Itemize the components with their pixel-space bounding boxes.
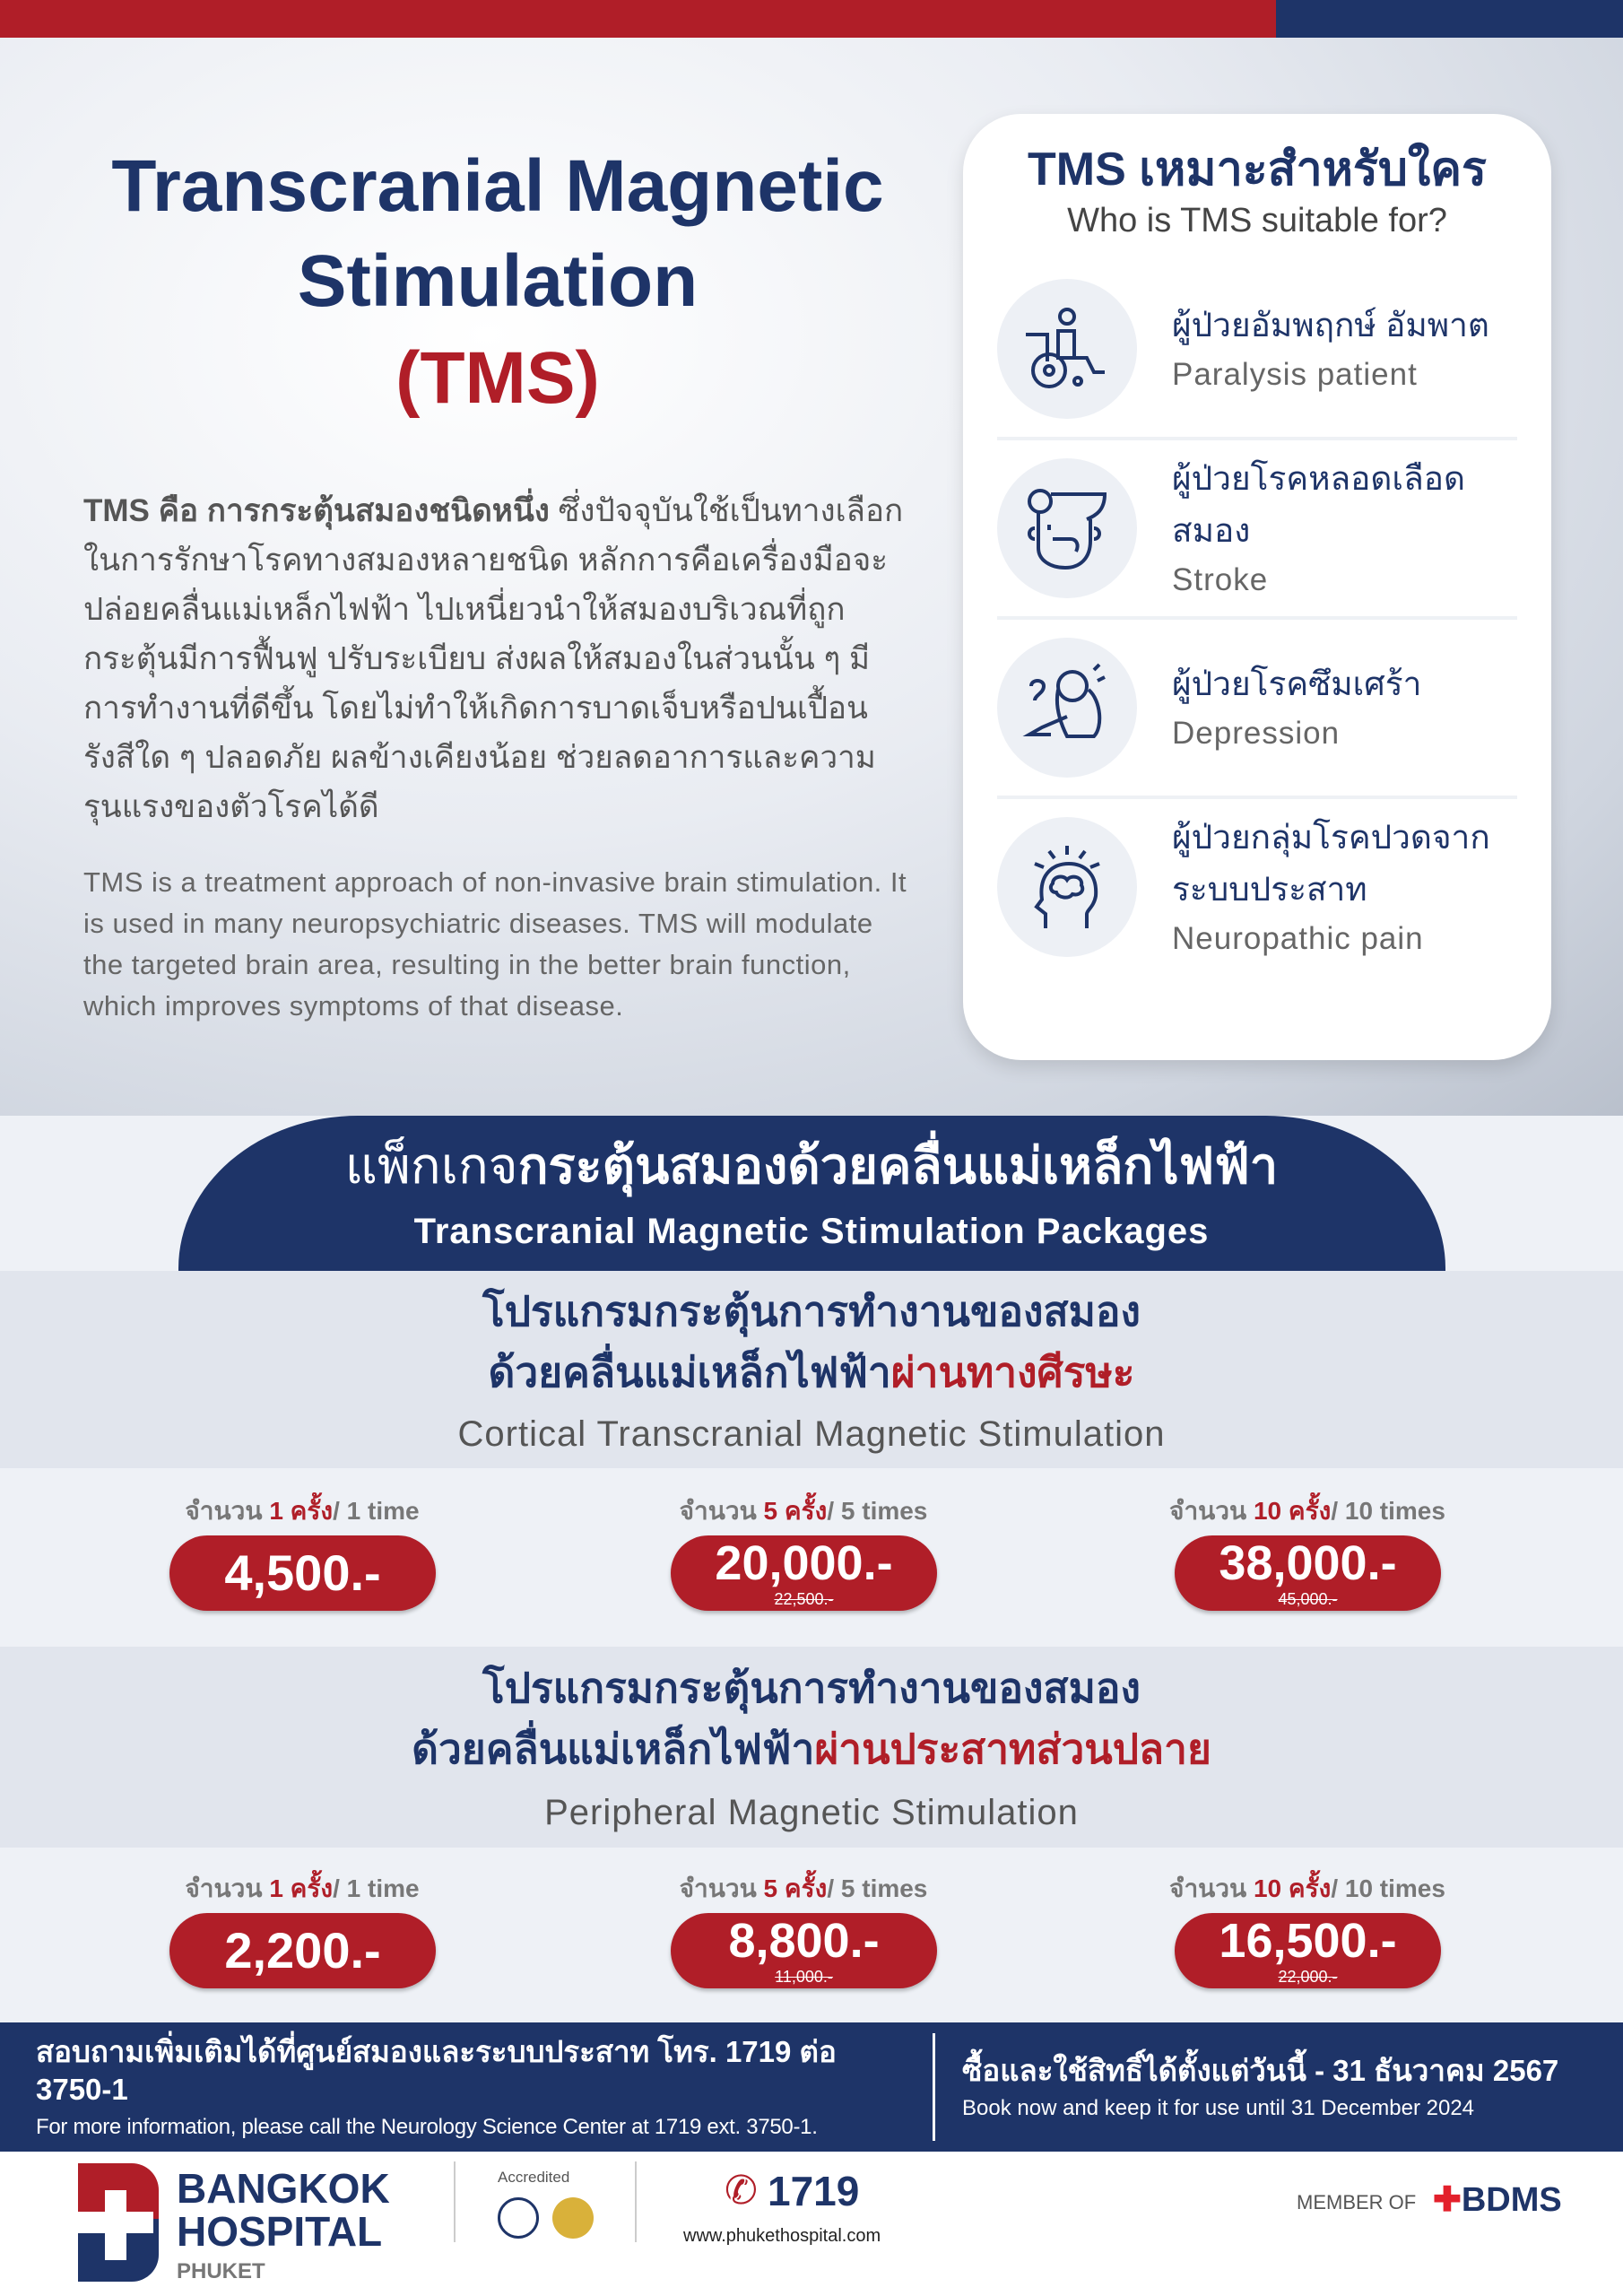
- price-label: [1119, 1874, 1496, 1904]
- divider: [454, 2161, 456, 2242]
- item-thai: ผู้ป่วยอัมพฤกษ์ อัมพาต: [1172, 307, 1489, 344]
- accreditation-seal-icon: [498, 2197, 539, 2239]
- label-pre: จำนวน: [185, 1497, 270, 1525]
- description-thai: [83, 486, 908, 831]
- title-line1: Transcranial Magnetic: [111, 145, 884, 227]
- price-pill: [671, 1535, 937, 1611]
- phone-icon: ✆: [725, 2169, 758, 2213]
- description-thai-rest: ซึ่งปัจจุบันใช้เป็นทางเลือกในการรักษาโรคทางสมองหลายชนิด หลักการคือเครื่องมือจะปล่อยคลื่นแม่เหล็กไฟฟ้า ไปเหนี่ยวนำให้สมองบริเวณที่ถูกกระตุ้นมีการฟื้นฟู ปรับระเบียบ ส่งผลให้สมองในส่วนนั้น ๆ มีการทำงานที่ดีขึ้น โดยไม่ทำให้เกิดการบาดเจ็บหรือปนเปื้อนรังสีใด ๆ ปลอดภัย ผลข้างเคียงน้อย ช่วยลดอาการและความรุนแรงของตัวโรคได้ดี: [83, 493, 904, 824]
- card-title-thai: TMS เหมาะสำหรับใคร: [1028, 144, 1487, 196]
- section-title-part: ด้วยคลื่นแม่เหล็กไฟฟ้า: [412, 1726, 815, 1772]
- info-footer: [0, 2022, 1623, 2152]
- label-post: / 5 times: [827, 1874, 928, 1902]
- item-text: [1172, 812, 1517, 962]
- item-text: [1172, 658, 1517, 757]
- jci-seal-icon: [552, 2197, 594, 2239]
- validity-thai: ซื้อและใช้สิทธิ์ได้ตั้งแต่วันนี้ - 31 ธันวาคม 2567: [962, 2054, 1559, 2087]
- item-english: Depression: [1172, 716, 1341, 751]
- section-title-line2: [0, 1722, 1623, 1776]
- card-title-english: Who is TMS suitable for?: [1067, 202, 1447, 239]
- label-pre: จำนวน: [1169, 1497, 1254, 1525]
- info-thai: สอบถามเพิ่มเติมได้ที่ศูนย์สมองและระบบประสาท โทร. 1719 ต่อ 3750-1: [36, 2035, 837, 2106]
- price: 16,500.-: [1219, 1914, 1397, 1968]
- label-pre: จำนวน: [679, 1874, 764, 1902]
- top-bar-blue: [1276, 0, 1623, 38]
- logo-line1: BANGKOK: [177, 2165, 390, 2212]
- logo-location: PHUKET: [177, 2259, 265, 2283]
- accredited-label: Accredited: [498, 2169, 570, 2186]
- label-pre: จำนวน: [1169, 1874, 1254, 1902]
- price-label: [114, 1496, 490, 1526]
- label-post: / 10 times: [1331, 1874, 1445, 1902]
- item-english: Neuropathic pain: [1172, 921, 1424, 956]
- price-pill: [1175, 1913, 1441, 1988]
- member-of-label: MEMBER OF: [1297, 2191, 1417, 2213]
- suitable-for-card: [963, 114, 1551, 1060]
- price-label: [615, 1496, 992, 1526]
- original-price: 22,000.-: [1278, 1968, 1338, 1986]
- description-thai-bold: TMS คือ การกระตุ้นสมองชนิดหนึ่ง: [83, 493, 550, 528]
- price-pill: [169, 1913, 436, 1988]
- original-price: 11,000.-: [775, 1968, 833, 1986]
- packages-title-thai: [0, 1135, 1623, 1196]
- description-english: TMS is a treatment approach of non-invasive brain stimulation. It is used in many neuropsychiatric diseases. TMS will modulate the targeted brain area, resulting in the better brain function, which improves symptoms of that disease.: [83, 866, 907, 1022]
- bdms-text: BDMS: [1461, 2181, 1562, 2219]
- label-pre: จำนวน: [679, 1497, 764, 1525]
- item-thai: ผู้ป่วยกลุ่มโรคปวดจากระบบประสาท: [1172, 819, 1490, 908]
- list-item: [997, 440, 1517, 616]
- price: 2,200.-: [224, 1922, 381, 1979]
- brain-head-icon: [997, 817, 1137, 957]
- section-title-highlight: ผ่านประสาทส่วนปลาย: [814, 1726, 1211, 1772]
- depression-icon: [997, 638, 1137, 778]
- bdms-logo: ✚BDMS: [1433, 2181, 1562, 2219]
- section-title-part: ด้วยคลื่นแม่เหล็กไฟฟ้า: [488, 1349, 891, 1396]
- section-title-line1: โปรแกรมกระตุ้นการทำงานของสมอง: [482, 1288, 1141, 1335]
- price-label: [1119, 1496, 1496, 1526]
- price-pill: [169, 1535, 436, 1611]
- label-count: 5 ครั้ง: [763, 1497, 828, 1525]
- info-english: For more information, please call the Neurology Science Center at 1719 ext. 3750-1.: [36, 2115, 818, 2139]
- price: 38,000.-: [1219, 1536, 1397, 1590]
- price: 4,500.-: [224, 1544, 381, 1601]
- price: 8,800.-: [728, 1914, 880, 1968]
- bottom-bar: [0, 2135, 1623, 2296]
- section-english: Cortical Transcranial Magnetic Stimulation: [457, 1414, 1166, 1454]
- list-item: [997, 620, 1517, 796]
- item-english: Paralysis patient: [1172, 357, 1418, 392]
- label-pre: จำนวน: [185, 1874, 270, 1902]
- item-text: [1172, 300, 1517, 398]
- packages-title-bold: กระตุ้นสมองด้วยคลื่นแม่เหล็กไฟฟ้า: [517, 1137, 1279, 1194]
- logo-line2: HOSPITAL: [177, 2208, 383, 2255]
- list-item: [997, 799, 1517, 975]
- wheelchair-icon: [997, 279, 1137, 419]
- price-pill: [1175, 1535, 1441, 1611]
- section-english: Peripheral Magnetic Stimulation: [544, 1793, 1079, 1832]
- phone-number[interactable]: 1719: [768, 2168, 860, 2214]
- item-english: Stroke: [1172, 562, 1269, 597]
- bangkok-hospital-logo-icon: [78, 2163, 159, 2282]
- item-thai: ผู้ป่วยโรคซึมเศร้า: [1172, 665, 1422, 702]
- stroke-face-icon: [997, 458, 1137, 598]
- price-pill: [671, 1913, 937, 1988]
- price-label: [615, 1874, 992, 1904]
- section-title-highlight: ผ่านทางศีรษะ: [890, 1349, 1135, 1396]
- label-count: 1 ครั้ง: [269, 1874, 334, 1902]
- original-price: 22,500.-: [774, 1590, 834, 1608]
- original-price: 45,000.-: [1278, 1590, 1338, 1608]
- packages-title-light: แพ็กเกจ: [344, 1137, 518, 1194]
- packages-title-english: Transcranial Magnetic Stimulation Packages: [413, 1212, 1210, 1251]
- label-count: 10 ครั้ง: [1253, 1497, 1332, 1525]
- section-title-line1: โปรแกรมกระตุ้นการทำงานของสมอง: [482, 1665, 1141, 1711]
- website-link[interactable]: www.phukethospital.com: [683, 2226, 881, 2246]
- top-bar-red: [0, 0, 1276, 38]
- section-title-line2: [0, 1345, 1623, 1399]
- list-item: [997, 261, 1517, 437]
- info-column: [0, 2033, 933, 2141]
- label-count: 10 ครั้ง: [1253, 1874, 1332, 1902]
- label-count: 1 ครั้ง: [269, 1497, 334, 1525]
- label-post: / 10 times: [1331, 1497, 1445, 1525]
- price-label: [114, 1874, 490, 1904]
- label-count: 5 ครั้ง: [763, 1874, 828, 1902]
- validity-english: Book now and keep it for use until 31 December 2024: [962, 2096, 1475, 2120]
- item-text: [1172, 453, 1517, 604]
- label-post: / 5 times: [827, 1497, 928, 1525]
- description: [83, 486, 908, 1027]
- logo-text: [177, 2167, 390, 2253]
- label-post: / 1 time: [333, 1497, 420, 1525]
- title-line2: Stimulation: [297, 240, 699, 322]
- price: 20,000.-: [715, 1536, 893, 1590]
- validity-column: [935, 2052, 1623, 2122]
- divider: [635, 2161, 637, 2242]
- item-thai: ผู้ป่วยโรคหลอดเลือดสมอง: [1172, 460, 1466, 549]
- label-post: / 1 time: [333, 1874, 420, 1902]
- title-line3: (TMS): [395, 337, 600, 419]
